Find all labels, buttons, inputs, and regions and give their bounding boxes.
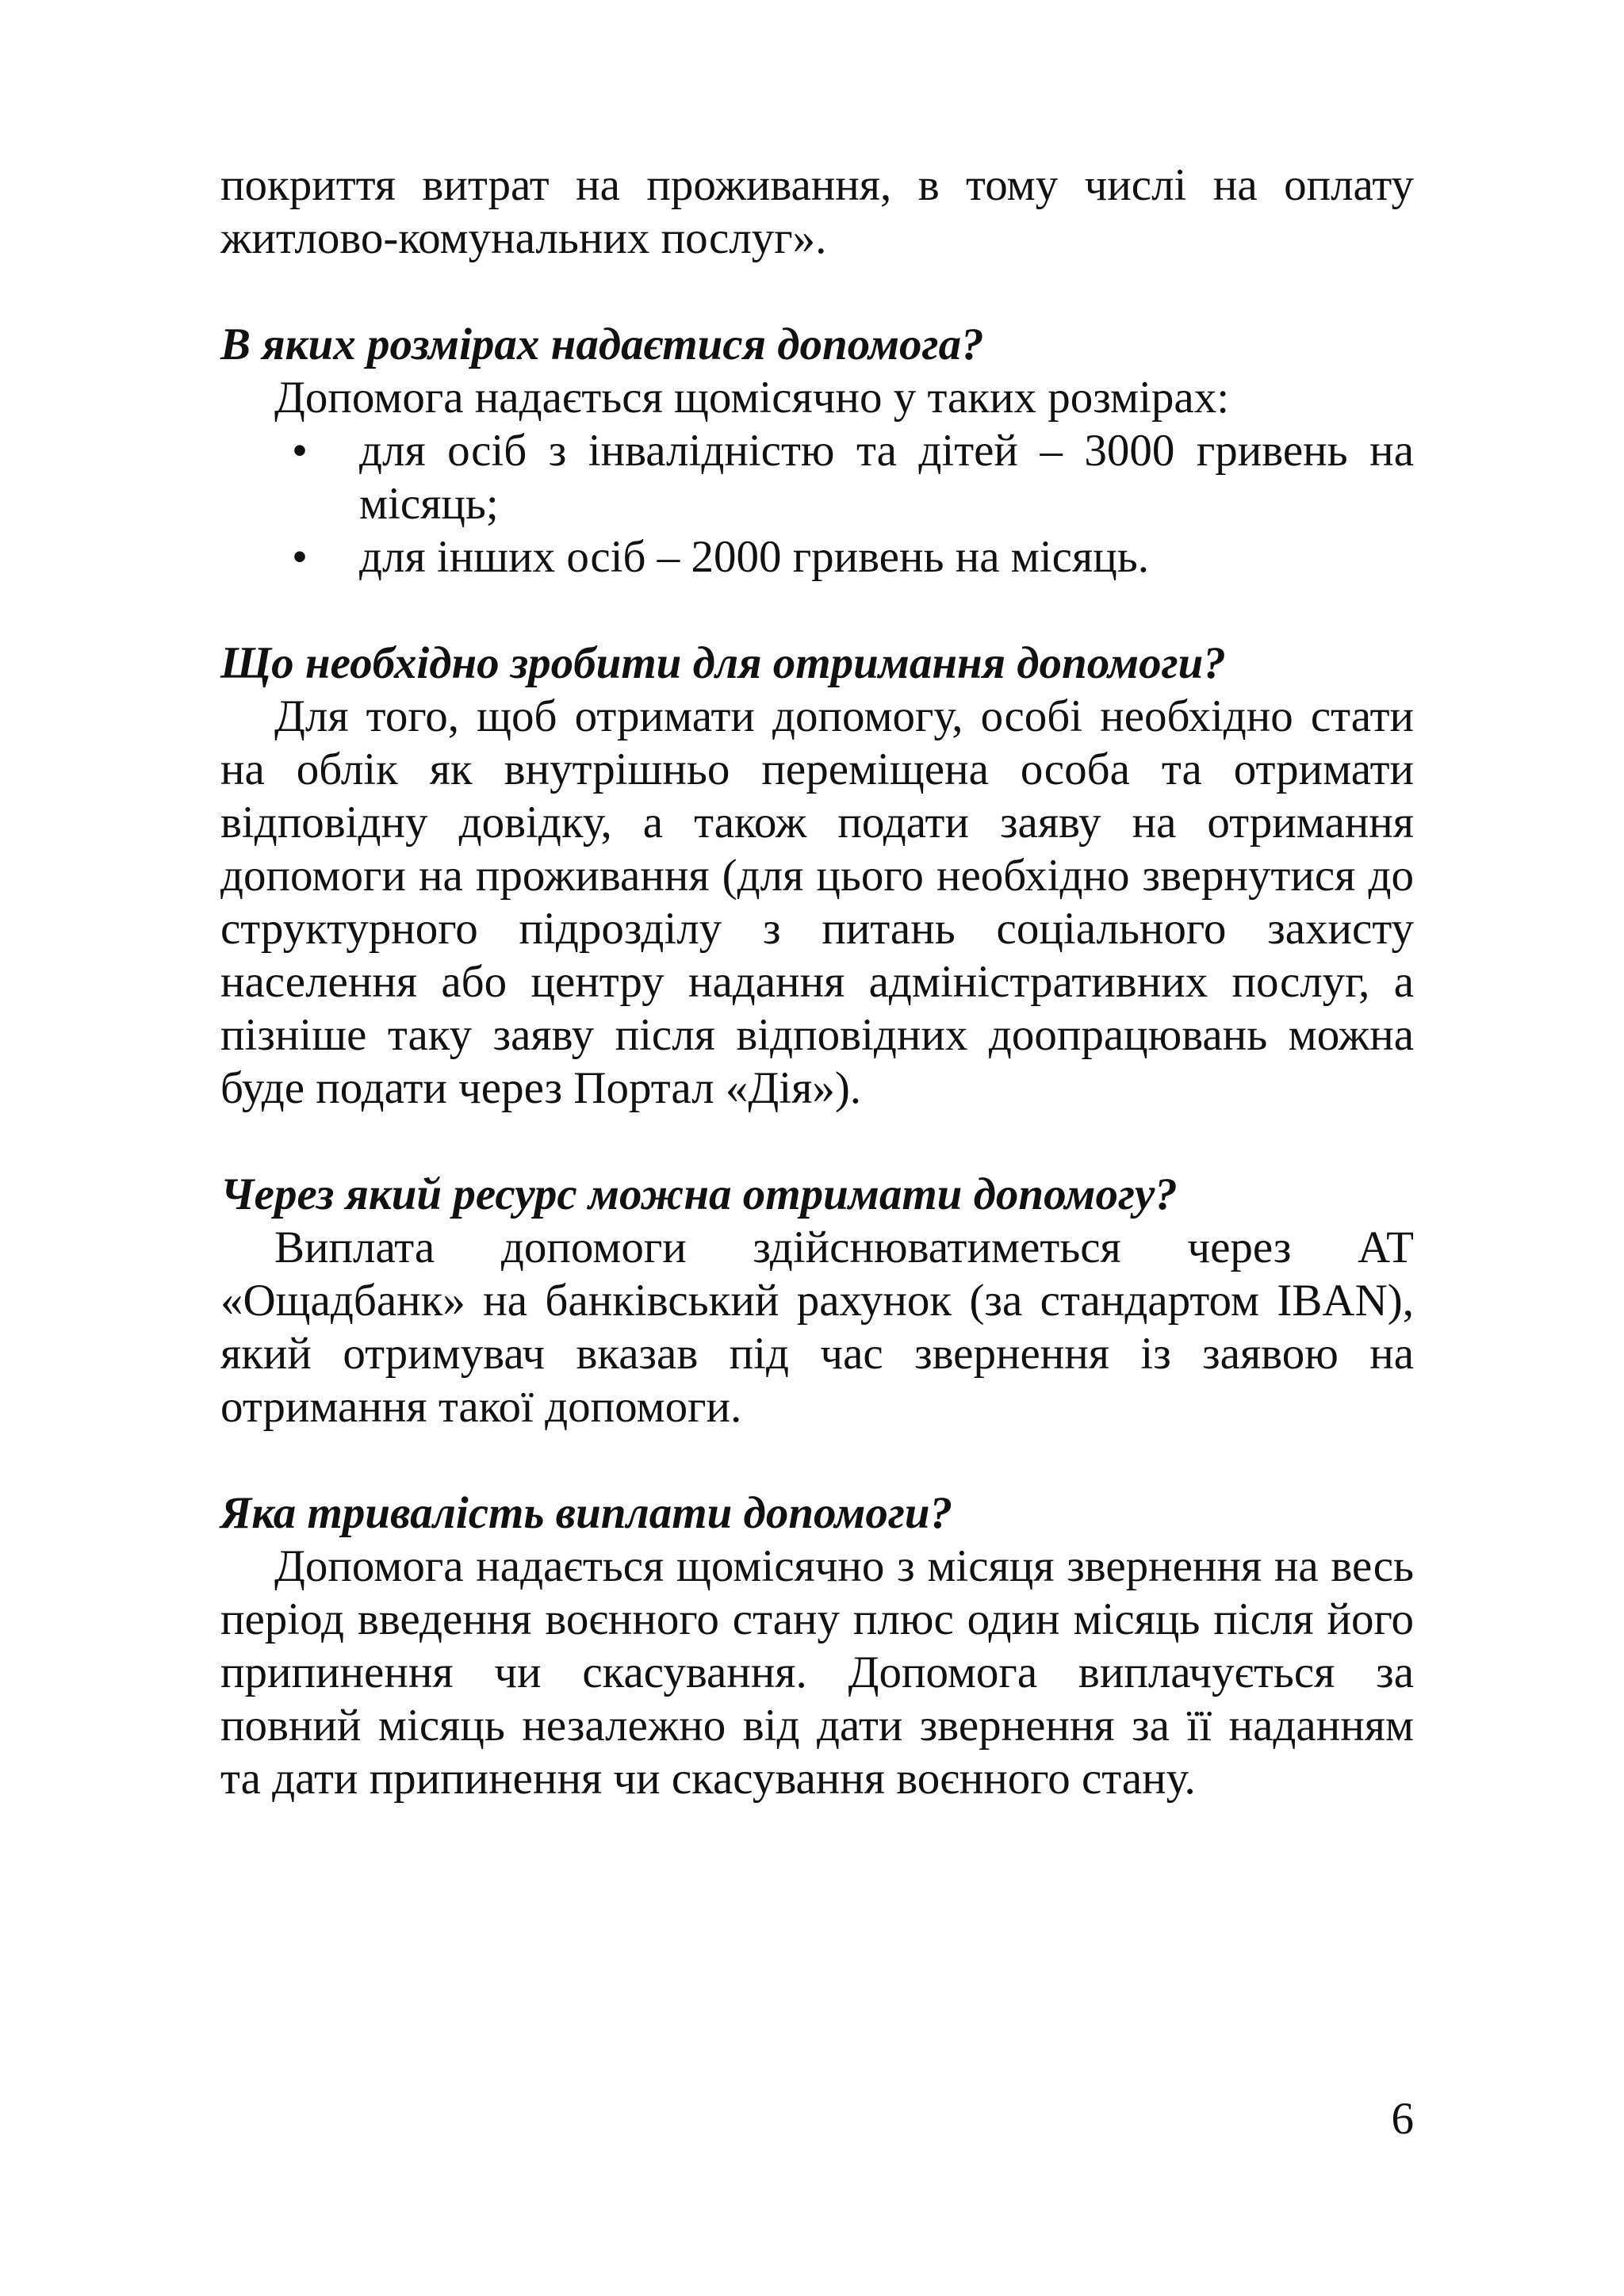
- section-requirements: [220, 637, 1414, 1115]
- section-sizes: [220, 318, 1414, 584]
- sizes-paragraph: Допомога надається щомісячно у таких розмірах:: [274, 373, 1230, 423]
- duration-paragraph: Допомога надається щомісячно з місяця звернення на весь період введення воєнного стану плюс один місяць після його припинення чи скасування. Допомога виплачується за повний місяць незалежно від дати звернення за її наданням та дати припинення чи скасування воєнного стану.: [220, 1541, 1414, 1804]
- section-gap: [220, 1433, 1414, 1487]
- section-heading-resource: Через який ресурс можна отримати допомогу?: [220, 1169, 1178, 1219]
- section-heading-sizes: В яких розмірах надаєтися допомога?: [220, 320, 984, 369]
- section-heading-duration: Яка тривалість виплати допомоги?: [220, 1488, 953, 1538]
- bullet-item-text: для осіб з інвалідністю та дітей – 3000 гривень на місяць;: [359, 426, 1414, 529]
- resource-paragraph: Виплата допомоги здійснюватиметься через АТ «Ощадбанк» на банківський рахунок (за стандартом IBAN), який отримувач вказав під час звернення із заявою на отримання такої допомоги.: [220, 1223, 1414, 1432]
- section-gap: [220, 584, 1414, 637]
- bullet-item: [220, 424, 1414, 530]
- section-duration: [220, 1487, 1414, 1805]
- sizes-bullet-list: [220, 424, 1414, 584]
- document-page: [220, 159, 1414, 1805]
- page-number: 6: [1391, 2094, 1414, 2144]
- bullet-dot-icon: •: [292, 426, 308, 476]
- section-gap: [220, 265, 1414, 318]
- bullet-dot-icon: •: [292, 532, 308, 582]
- bullet-item-text: для інших осіб – 2000 гривень на місяць.: [359, 532, 1149, 582]
- bullet-item: [220, 530, 1414, 584]
- intro-paragraph: покриття витрат на проживання, в тому числі на оплату житлово-комунальних послуг».: [220, 160, 1414, 263]
- section-heading-requirements: Що необхідно зробити для отримання допомоги?: [220, 638, 1226, 688]
- requirements-paragraph: Для того, щоб отримати допомогу, особі необхідно стати на облік як внутрішньо переміщена особа та отримати відповідну довідку, а також подати заяву на отримання допомоги на проживання (для цього необхідно звернутися до структурного підрозділу з питань соціального захисту населення або центру надання адміністративних послуг, а пізніше таку заяву після відповідних доопрацювань можна буде подати через Портал «Дія»).: [220, 691, 1414, 1113]
- section-gap: [220, 1115, 1414, 1168]
- section-resource: [220, 1168, 1414, 1433]
